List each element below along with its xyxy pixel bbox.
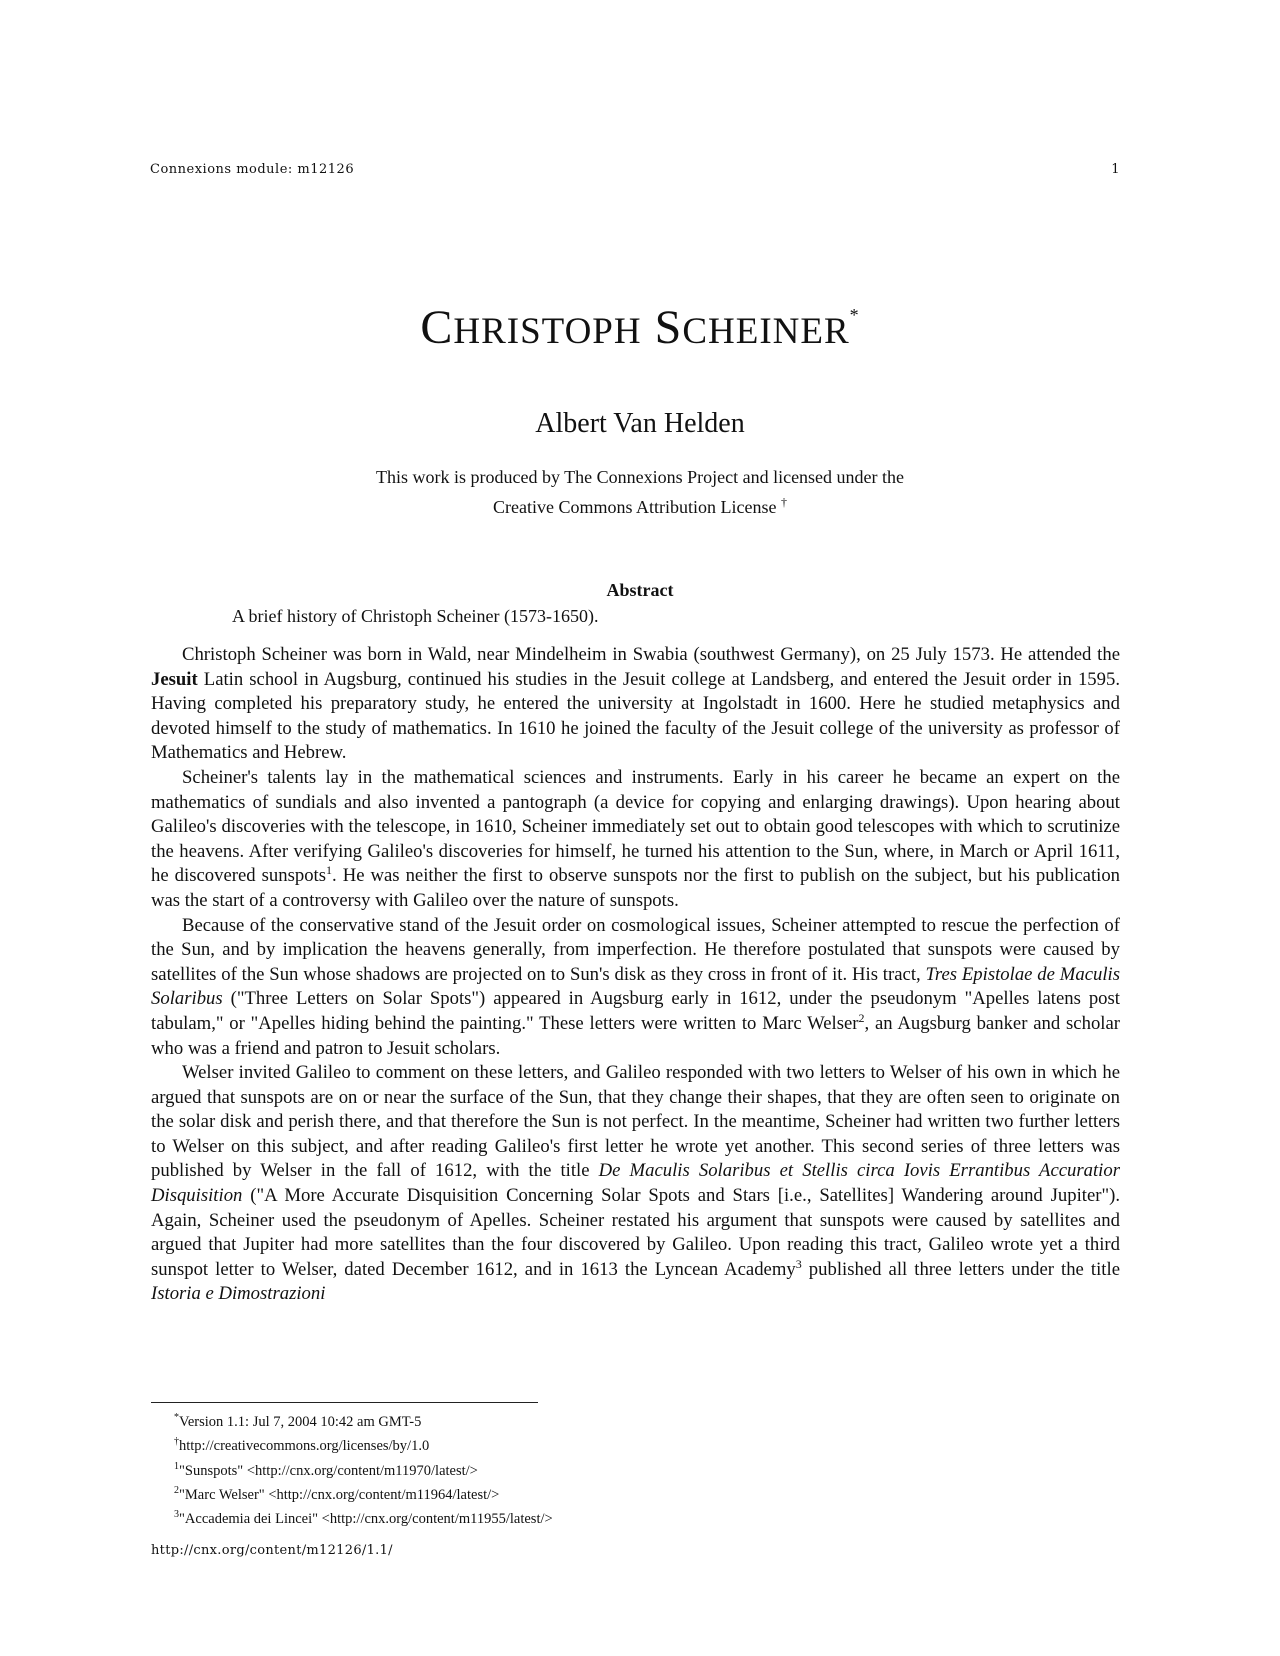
footnote-item[interactable]: $^2$"Marc Welser" <http://cnx.org/content/m11964/latest/> xyxy=(174,1484,500,1503)
footnote-ref-3[interactable]: 3 xyxy=(795,1256,802,1271)
page-number: 1 xyxy=(1111,162,1120,177)
document-title: CHRISTOPH SCHEINER* xyxy=(420,301,860,354)
footnote-item[interactable]: †http://creativecommons.org/licenses/by/1.0 xyxy=(174,1436,430,1455)
footnote-item[interactable]: $^1$"Sunspots" <http://cnx.org/content/m11970/latest/> xyxy=(174,1460,478,1479)
abstract-heading: Abstract xyxy=(606,580,674,600)
footnote-item[interactable]: $^3$"Accademia dei Lincei" <http://cnx.org/content/m11955/latest/> xyxy=(174,1509,553,1528)
footnote-ref-1[interactable]: 1 xyxy=(326,863,333,878)
jesuit-link[interactable]: Jesuit xyxy=(151,668,198,690)
author-name: Albert Van Helden xyxy=(535,408,745,439)
article-body xyxy=(151,643,1120,1307)
abstract-text: A brief history of Christoph Scheiner (1573-1650). xyxy=(232,606,599,626)
title-footnote-mark[interactable]: * xyxy=(849,305,860,325)
footnote-divider xyxy=(151,1402,538,1403)
license-footnote-mark[interactable]: † xyxy=(780,495,787,509)
footnote-ref-2[interactable]: 2 xyxy=(858,1010,865,1025)
license-statement xyxy=(0,465,1280,520)
book-title: De Maculis Solaribus et Stellis circa Iovis Errantibus Accuratior Disquisition xyxy=(151,1160,1120,1207)
paragraph-4: Welser invited Galileo to comment on these letters, and Galileo responded with two letters to Welser of his own in which he argued that sunspots are on or near the surface of the Sun, that they change their shapes, that they are often seen to originate on the solar disk and perish there, and that therefore the Sun is not perfect. In the meantime, Scheiner had written two further letters to Welser on this subject, and after reading Galileo's first letter he wrote yet another. This second series of three letters was published by Welser in the fall of 1612, with the title De Maculis Solaribus et Stellis circa Iovis Errantibus Accuratior Disquisition ("A More Accurate Disquisition Concerning Solar Spots and Stars [i.e., Satellites] Wandering around Jupiter"). Again, Scheiner used the pseudonym of Apelles. Scheiner restated his argument that sunspots were caused by satellites and argued that Jupiter had more satellites than the four discovered by Galileo. Upon reading this tract, Galileo wrote yet a third sunspot letter to Welser, dated December 1612, and in 1613 the Lyncean Academy$^3$ published all three letters under the title Istoria e Dimostrazioni xyxy=(151,1062,1120,1305)
footnote-item: *Version 1.1: Jul 7, 2004 10:42 am GMT-5 xyxy=(174,1412,422,1430)
book-title: Istoria e Dimostrazioni xyxy=(151,1283,326,1305)
footnotes xyxy=(174,1408,553,1530)
paragraph-3: Because of the conservative stand of the Jesuit order on cosmological issues, Scheiner attempted to rescue the perfection of the Sun, and by implication the heavens generally, from imperfection. He therefore postulated that sunspots were caused by satellites of the Sun whose shadows are projected on to Sun's disk as they cross in front of it. His tract, Tres Epistolae de Maculis Solaribus ("Three Letters on Solar Spots") appeared in Augsburg early in 1612, under the pseudonym "Apelles latens post tabulam," or "Apelles hiding behind the painting." These letters were written to Marc Welser$^2$, an Augsburg banker and scholar who was a friend and patron to Jesuit scholars. xyxy=(151,914,1120,1059)
paragraph-2: Scheiner's talents lay in the mathematical sciences and instruments. Early in his career he became an expert on the mathematics of sundials and also invented a pantograph (a device for copying and enlarging drawings). Upon hearing about Galileo's discoveries with the telescope, in 1610, Scheiner immediately set out to obtain good telescopes with which to scrutinize the heavens. After verifying Galileo's discoveries for himself, he turned his attention to the Sun, where, in March or April 1611, he discovered sunspots$^1$. He was neither the first to observe sunspots nor the first to publish on the subject, but his publication was the start of a controversy with Galileo over the nature of sunspots. xyxy=(151,766,1121,911)
license-line-2: Creative Commons Attribution License † xyxy=(493,495,787,517)
paragraph-1: Christoph Scheiner was born in Wald, near Mindelheim in Swabia (southwest Germany), on 25 July 1573. He attended the Jesuit Latin school in Augsburg, continued his studies in the Jesuit college at Landsberg, and entered the Jesuit order in 1595. Having completed his preparatory study, he entered the university at Ingolstadt in 1600. Here he studied metaphysics and devoted himself to the study of mathematics. In 1610 he joined the faculty of the Jesuit college of the university as professor of Mathematics and Hebrew. xyxy=(151,644,1120,764)
book-title: Tres Epistolae de Maculis Solaribus xyxy=(151,963,1120,1010)
license-line-1: This work is produced by The Connexions Project and licensed under the xyxy=(375,467,905,487)
footer-url[interactable]: http://cnx.org/content/m12126/1.1/ xyxy=(151,1543,393,1558)
module-label: Connexions module: m12126 xyxy=(150,162,355,177)
